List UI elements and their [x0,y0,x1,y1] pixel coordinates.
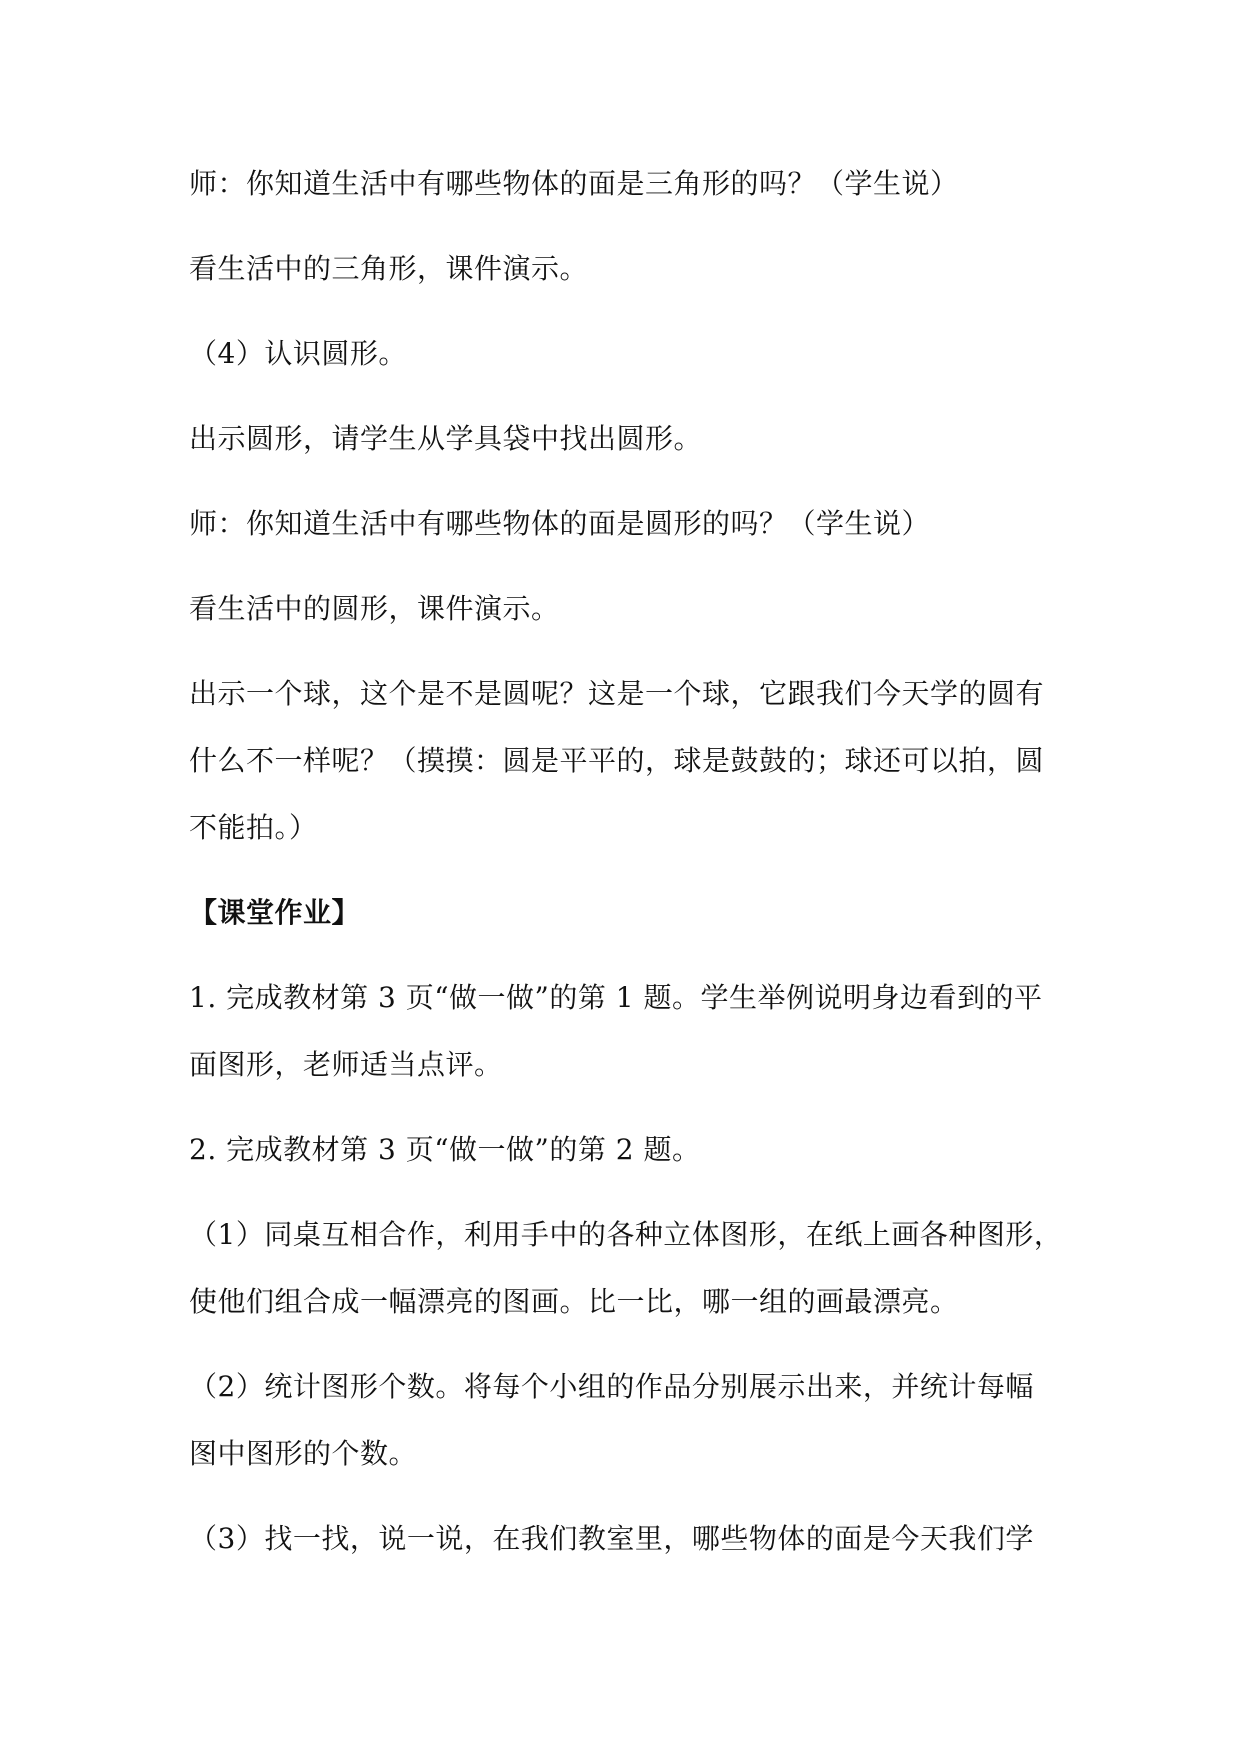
paragraph-line: 看生活中的三角形，课件演示。 [189,252,589,285]
paragraph-line: 图中图形的个数。 [189,1437,418,1470]
paragraph-line: 不能拍。） [189,811,318,844]
paragraph-line: 2. 完成教材第 3 页“做一做”的第 2 题。 [189,1133,701,1166]
paragraph-line: 出示圆形，请学生从学具袋中找出圆形。 [189,422,703,455]
paragraph-line: 面图形，老师适当点评。 [189,1048,503,1081]
paragraph-line: 师：你知道生活中有哪些物体的面是圆形的吗？（学生说） [189,507,931,540]
paragraph-line: 1. 完成教材第 3 页“做一做”的第 1 题。学生举例说明身边看到的平 [189,981,1043,1014]
paragraph-line: 师：你知道生活中有哪些物体的面是三角形的吗？（学生说） [189,167,959,200]
paragraph-line: （1）同桌互相合作，利用手中的各种立体图形，在纸上画各种图形， [189,1218,1063,1251]
paragraph-line: （3）找一找，说一说，在我们教室里，哪些物体的面是今天我们学 [189,1522,1034,1555]
paragraph-line: 出示一个球，这个是不是圆呢？这是一个球，它跟我们今天学的圆有 [189,677,1045,710]
section-heading: 【课堂作业】 [189,896,361,929]
paragraph-line: 什么不一样呢？（摸摸：圆是平平的，球是鼓鼓的；球还可以拍，圆 [189,744,1045,777]
paragraph-line: （2）统计图形个数。将每个小组的作品分别展示出来，并统计每幅 [189,1370,1034,1403]
paragraph-line: 使他们组合成一幅漂亮的图画。比一比，哪一组的画最漂亮。 [189,1285,959,1318]
paragraph-line: （4）认识圆形。 [189,337,407,370]
paragraph-line: 看生活中的圆形，课件演示。 [189,592,560,625]
